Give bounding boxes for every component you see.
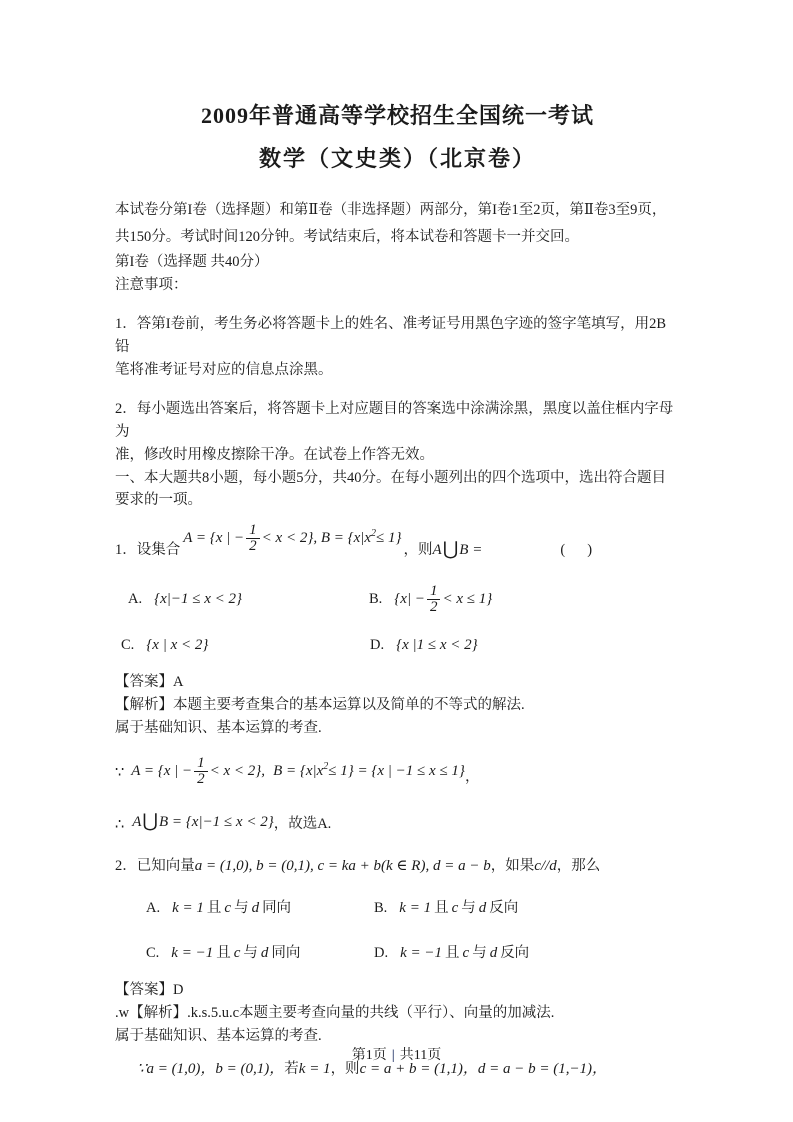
paren-close: ) [587, 542, 593, 558]
question-2-option-d [374, 942, 532, 965]
option-direction: 反向 [489, 900, 519, 916]
question-2-analysis-2: 属于基础知识、基本运算的考查. [115, 1028, 322, 1044]
intro-line-1: 本试卷分第I卷（选择题）和第Ⅱ卷（非选择题）两部分，第I卷1至2页，第Ⅱ卷3至9页， [115, 202, 667, 218]
math-part: d [260, 945, 269, 961]
math-part: k = −1 [171, 945, 214, 961]
math-part: k = 1 [399, 900, 432, 916]
notice1-line-1: 1．答第I卷前，考生务必将答题卡上的姓名、准考证号用黑色字迹的签字笔填写，用2B铅 [115, 316, 666, 355]
question-1-options-row-1 [115, 577, 680, 621]
question-2-number: 2．已知向量 [115, 858, 195, 874]
math-part: k = 1 [172, 900, 204, 916]
text-part: 若 [284, 1061, 299, 1077]
fraction [427, 584, 441, 615]
option-b-label: B. [369, 590, 383, 607]
option-d-label: D. [374, 945, 389, 961]
conclusion-text: ，故选A. [273, 816, 332, 832]
math-part: A [432, 542, 442, 558]
math-part: c [233, 945, 241, 961]
option-text: 且 [445, 945, 460, 961]
question-2-option-b [374, 897, 521, 920]
part-one-instruction [115, 467, 680, 511]
option-c-label: C. [146, 945, 160, 961]
option-b-label: B. [374, 900, 388, 916]
intro-line-2: 共150分。考试时间120分钟。考试结束后，将本试卷和答题卡一并交回。 [115, 229, 579, 245]
notice2-line-1: 2．每小题选出答案后，将答题卡上对应题目的答案选中涂满涂黑，黑度以盖住框内字母为 [115, 401, 674, 440]
question-1-answer: 【答案】A [115, 674, 184, 690]
math-part: A = {x | − [183, 529, 245, 546]
math-part: ≤ 1} = {x | −1 ≤ x ≤ 1} [328, 762, 465, 779]
math-part: c [451, 900, 459, 916]
fraction [246, 523, 260, 554]
math-part: ≤ 1} [376, 529, 402, 546]
math-part: < x ≤ 1} [442, 590, 493, 607]
question-2-vectors-formula: a = (1,0), b = (0,1), c = ka + b(k ∈ R), d = a − b [194, 858, 491, 874]
math-part: k = −1 [400, 945, 443, 961]
question-1-because-line [115, 748, 680, 794]
section-heading: 第I卷（选择题 共40分） [115, 254, 269, 270]
because-icon: ∵ [115, 765, 125, 781]
stem-text: ，那么 [556, 858, 601, 874]
question-1-option-c [121, 634, 370, 657]
page-subtitle: 数学（文史类）（北京卷） [258, 146, 536, 171]
option-d-text: {x |1 ≤ x < 2} [396, 637, 478, 653]
fraction-denominator: 2 [249, 538, 257, 554]
math-part: c [224, 900, 232, 916]
math-part: < x < 2}, B = {x|x [261, 529, 372, 546]
math-part: A = {x | − [131, 762, 193, 779]
question-2-answer: 【答案】D [115, 982, 184, 998]
fraction-numerator: 1 [246, 523, 260, 539]
therefore-formula [132, 810, 273, 834]
fraction-denominator: 2 [429, 598, 438, 615]
question-1-option-a [128, 588, 369, 611]
option-direction: 同向 [262, 900, 292, 916]
footer-page-number: 第1页 [351, 1048, 387, 1063]
question-1-set-formula [183, 522, 401, 554]
option-direction: 反向 [500, 945, 530, 961]
question-1-then-text: ，则 [403, 542, 433, 558]
union-expression [433, 538, 483, 563]
fraction-denominator: 2 [197, 771, 205, 788]
question-2-option-c [146, 942, 374, 965]
math-part: c = a + b = (1,1)，d = a − b = (1,−1)， [359, 1061, 608, 1077]
question-1-option-d [370, 634, 478, 657]
question-2-options-row-2 [115, 942, 680, 965]
notice-item-2 [115, 398, 680, 467]
question-1-analysis-2: 属于基础知识、基本运算的考查. [115, 720, 322, 736]
question-1-therefore-line [115, 806, 680, 837]
option-text: 与 [461, 900, 476, 916]
option-a-label: A. [146, 900, 161, 916]
notice-item-1 [115, 313, 680, 382]
option-c-label: C. [121, 637, 135, 653]
option-a-label: A. [128, 590, 143, 607]
option-text: 与 [472, 945, 487, 961]
math-part: < x < 2}, [209, 762, 266, 779]
option-c-text: {x | x < 2} [146, 637, 209, 653]
parallel-expression: c//d [534, 858, 557, 874]
fraction [194, 756, 208, 787]
math-part: k = 1 [298, 1061, 331, 1077]
footer-separator: | [391, 1048, 395, 1063]
math-part: ∵a = (1,0)，b = (0,1)， [137, 1061, 285, 1077]
footer-total-pages: 共11页 [399, 1048, 442, 1063]
paren-open: ( [560, 542, 566, 558]
math-part: d [478, 900, 487, 916]
question-1-option-b [369, 584, 492, 615]
question-2-option-a [146, 897, 374, 920]
math-part: A [132, 813, 142, 830]
text-part: ，则 [330, 1061, 360, 1077]
question-1-options-row-2 [115, 634, 680, 657]
math-part: d [489, 945, 498, 961]
intro-paragraph [115, 197, 680, 251]
option-direction: 同向 [271, 945, 301, 961]
math-part: d [251, 900, 260, 916]
because-formula [131, 755, 465, 787]
math-part: B = {x|x [273, 762, 324, 779]
answer-blank-parens [560, 539, 592, 563]
therefore-icon: ∴ [115, 817, 125, 833]
question-1-number: 1．设集合 [115, 542, 181, 558]
superscript: 2 [371, 527, 377, 539]
question-2-options-row-1 [115, 897, 680, 920]
question-2-analysis-1: .w【解析】.k.s.5.u.c本题主要考查向量的共线（平行）、向量的加减法. [115, 1005, 555, 1021]
comma: ， [464, 769, 480, 785]
stem-text: ，如果 [490, 858, 535, 874]
union-icon: ⋃ [142, 810, 158, 832]
superscript: 2 [323, 760, 329, 772]
option-text: 与 [243, 945, 258, 961]
question-1-stem [115, 517, 680, 563]
fraction-numerator: 1 [194, 756, 208, 772]
math-part: B = {x|−1 ≤ x < 2} [159, 813, 274, 830]
question-1-analysis-1: 【解析】本题主要考查集合的基本运算以及简单的不等式的解法. [115, 697, 525, 713]
fraction-numerator: 1 [427, 584, 441, 600]
notice1-line-2: 笔将准考证号对应的信息点涂黑。 [115, 362, 333, 378]
option-text: 与 [234, 900, 249, 916]
notice-heading: 注意事项： [115, 277, 188, 293]
option-b-text [394, 584, 492, 615]
option-text: 且 [434, 900, 449, 916]
option-text: 且 [216, 945, 231, 961]
option-a-text: {x|−1 ≤ x < 2} [154, 590, 243, 607]
math-part: c [462, 945, 470, 961]
notice2-line-2: 准，修改时用橡皮擦除干净。在试卷上作答无效。 [115, 447, 434, 463]
math-part: B = [459, 542, 483, 558]
page-title: 2009年普通高等学校招生全国统一考试 [200, 103, 594, 128]
question-2-stem [115, 853, 680, 879]
part-one-line-2: 要求的一项。 [115, 492, 202, 508]
option-text: 且 [206, 900, 222, 916]
part-one-line-1: 一、本大题共8小题，每小题5分，共40分。在每小题列出的四个选项中，选出符合题目 [115, 470, 666, 486]
page-footer [0, 1044, 793, 1067]
union-icon: ⋃ [442, 539, 459, 560]
option-d-label: D. [370, 637, 385, 653]
math-part: {x| − [394, 590, 425, 607]
